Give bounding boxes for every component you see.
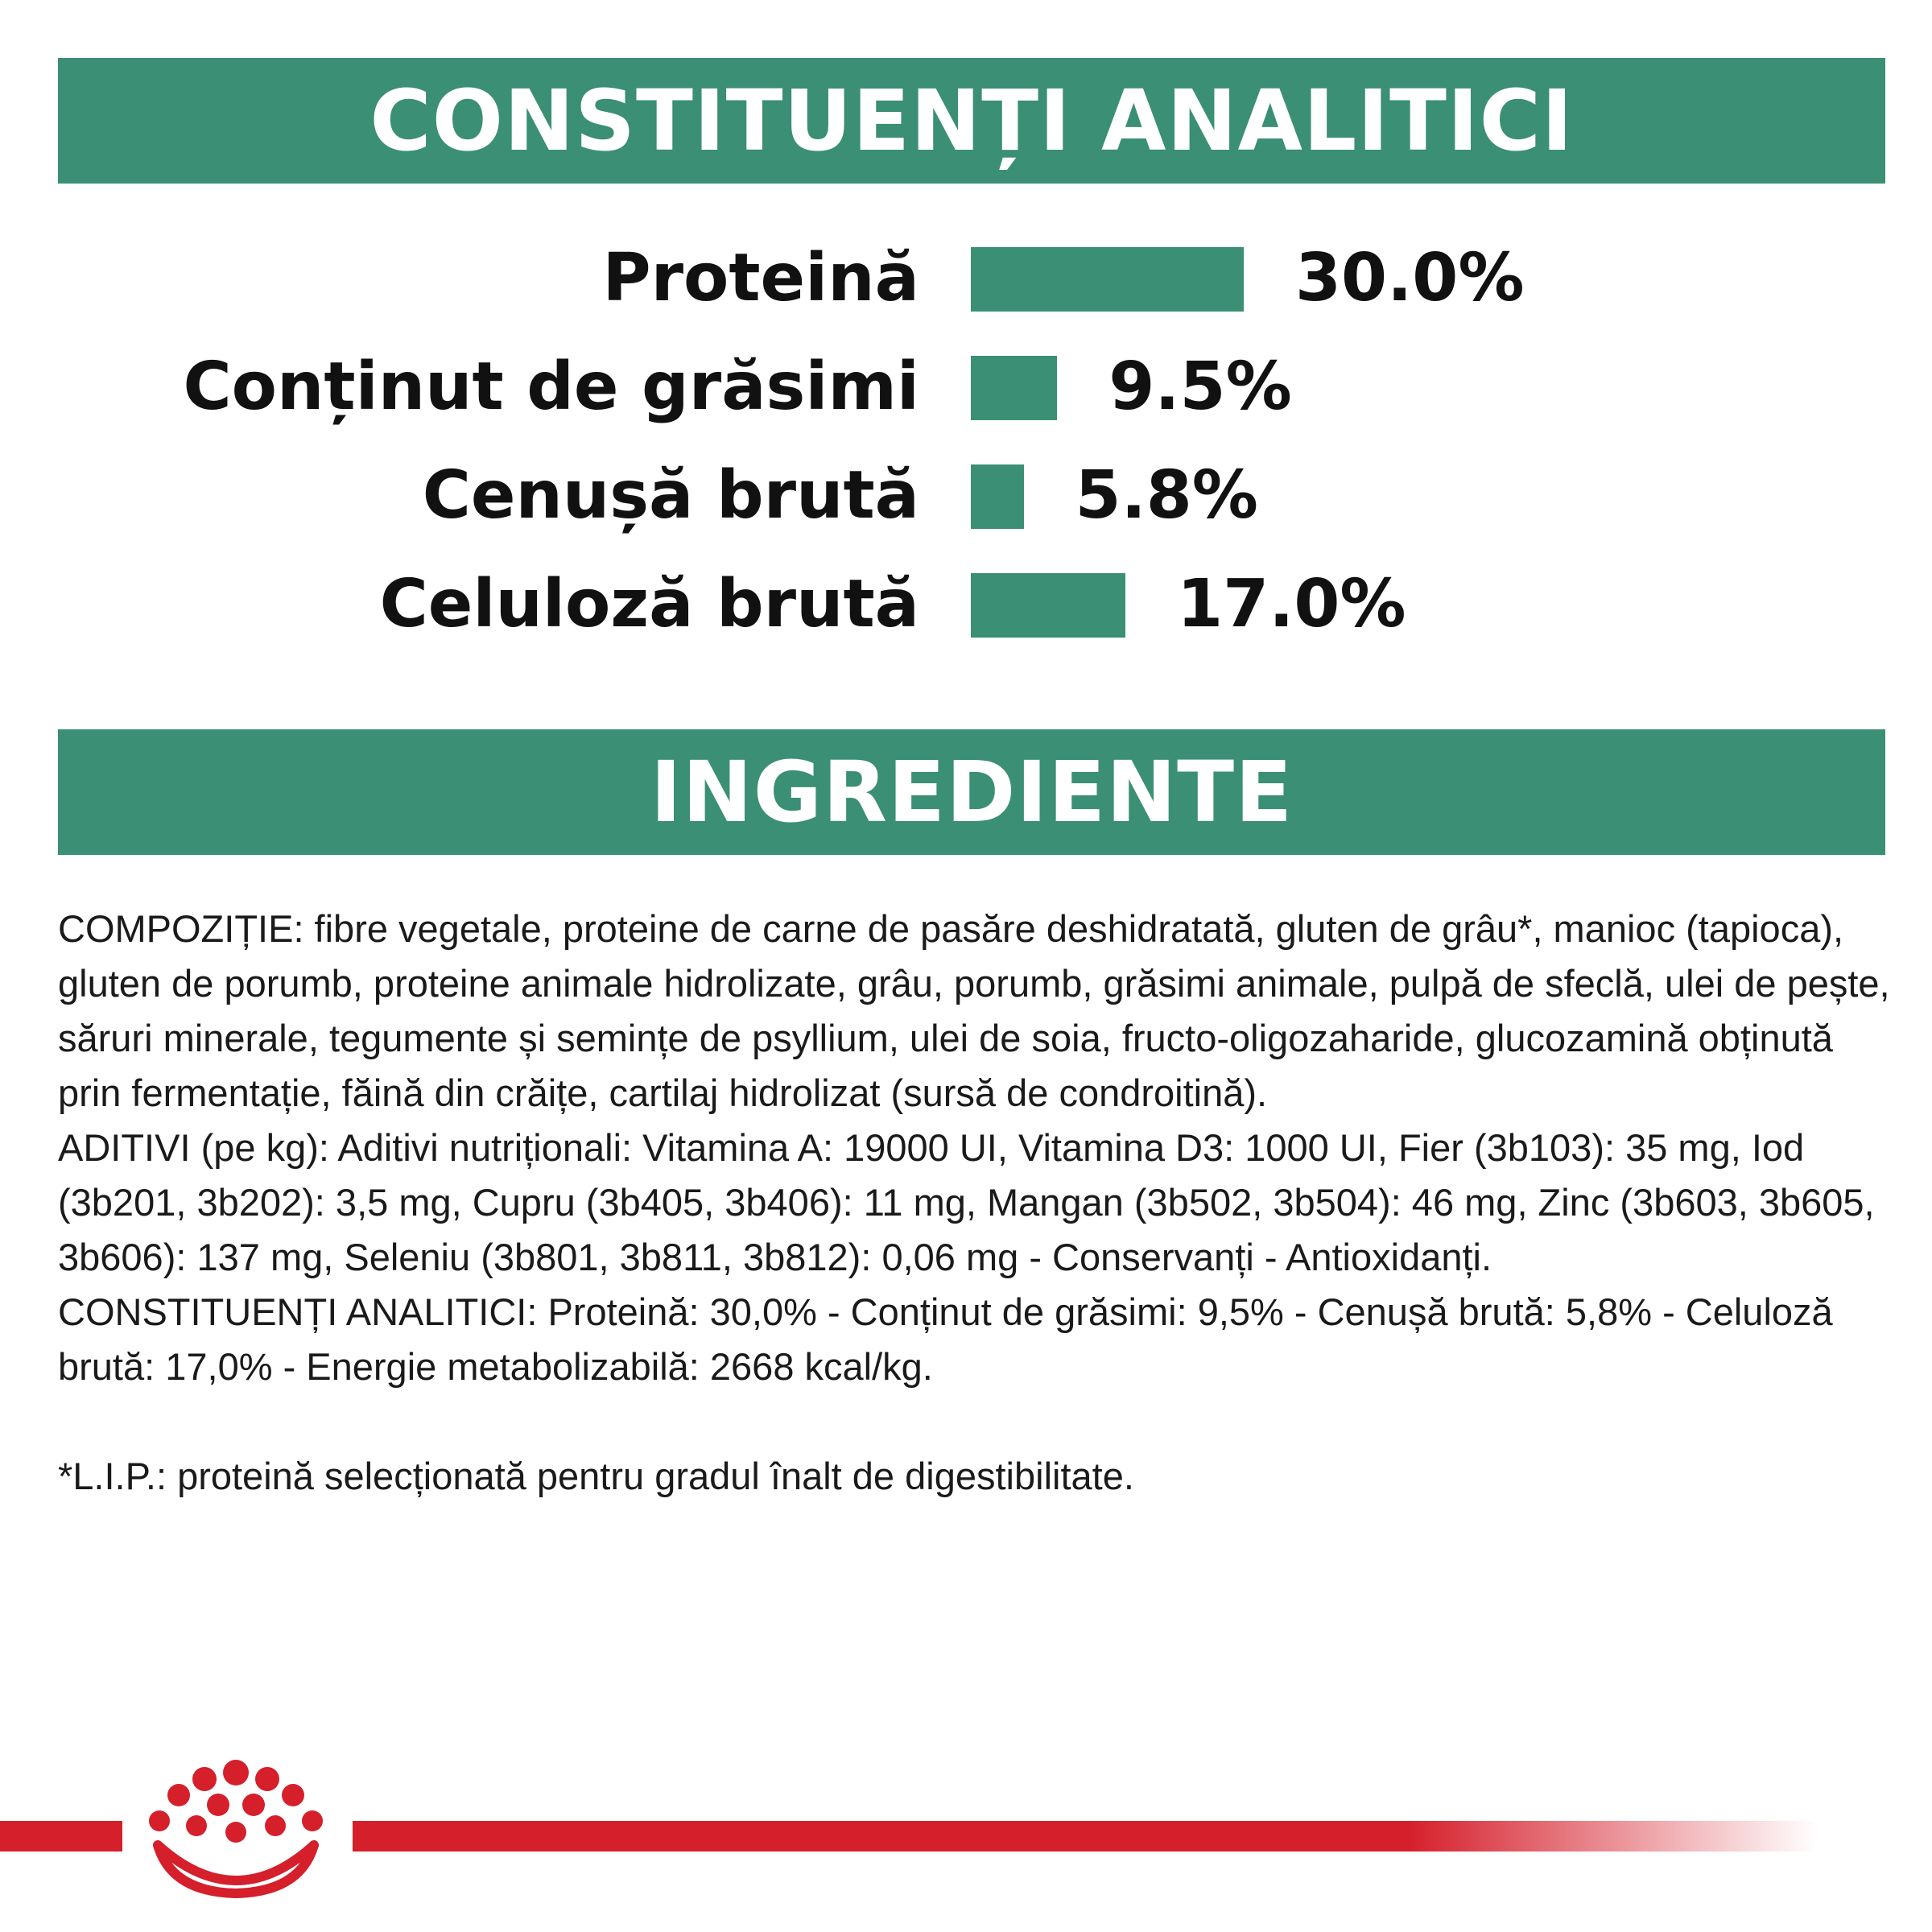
analytical-constituents-header [58,58,1885,184]
royal-canin-crown-icon [135,1755,336,1908]
footer-red-line-right [353,1821,1818,1852]
chart-category-label: Celuloză brută [379,565,919,642]
chart-category-label: Proteină [602,239,919,316]
chart-bar [971,573,1125,638]
chart-bar [971,464,1024,529]
chart-row [0,559,1932,648]
chart-value-label: 30.0% [1295,239,1525,316]
additives-paragraph: ADITIVI (pe kg): Aditivi nutriționali: Vitamina A: 19000 UI, Vitamina D3: 1000 UI, Fier (3b103): 35 mg, Iod (3b201, 3b202): 3,5 mg, Cupru (3b405, 3b406): 11 mg, Mangan (3b502, 3b504): 46 mg, Zinc (3b603, 3b605, 3b606): 137 mg, Seleniu (3b801, 3b811, 3b812): 0,06 mg - Conservanți - Antioxidanți. [58,1126,1875,1278]
chart-category-label: Conținut de grăsimi [183,348,919,425]
ingredients-header [58,729,1885,855]
ingredients-text [58,902,1893,1504]
footnote: *L.I.P.: proteină selecționată pentru gradul înalt de digestibilitate. [58,1455,1134,1497]
analytical-paragraph: CONSTITUENȚI ANALITICI: Proteină: 30,0% - Conținut de grăsimi: 9,5% - Cenușă brută: 5,8% - Celuloză brută: 17,0% - Energie metabolizabilă: 2668 kcal/kg. [58,1290,1833,1388]
chart-row [0,233,1932,322]
analytical-constituents-chart [0,233,1932,668]
chart-bar [971,247,1244,312]
chart-bar [971,356,1057,420]
chart-row [0,451,1932,539]
chart-value-label: 9.5% [1108,348,1292,425]
footer-red-line-left [0,1821,122,1852]
chart-value-label: 17.0% [1177,565,1406,642]
paragraph-gap [58,1394,1893,1449]
analytical-constituents-title: CONSTITUENȚI ANALITICI [369,72,1574,170]
chart-value-label: 5.8% [1075,456,1258,534]
composition-paragraph: COMPOZIȚIE: fibre vegetale, proteine de carne de pasăre deshidratată, gluten de grâu*, manioc (tapioca), gluten de porumb, proteine animale hidrolizate, grâu, porumb, grăsimi animale, pulpă de sfeclă, ulei de pește, săruri minerale, tegumente și semințe de psyllium, ulei de soia, fructo-oligozaharide, glucozamină obținută prin fermentație, făină din crăițe, cartilaj hidrolizat (sursă de condroitină). [58,907,1890,1114]
chart-row [0,342,1932,431]
ingredients-title: INGREDIENTE [650,743,1294,841]
chart-category-label: Cenușă brută [422,456,919,534]
